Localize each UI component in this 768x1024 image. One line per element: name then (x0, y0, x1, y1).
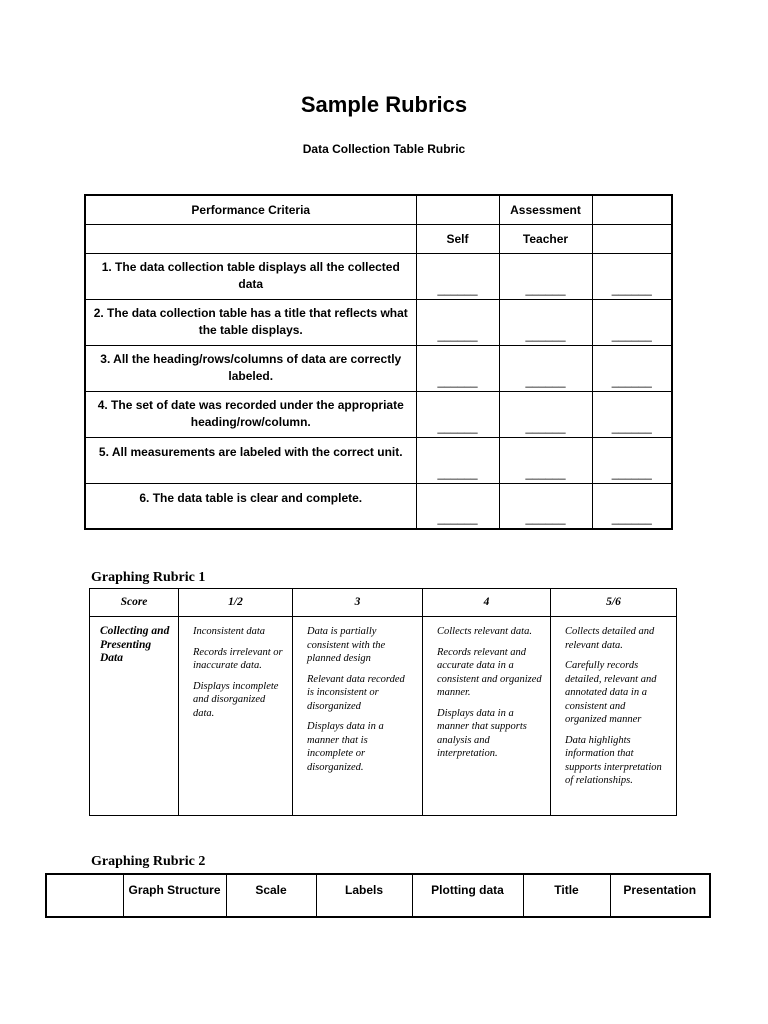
table-subheader-row (85, 224, 672, 253)
descriptor-text: Displays incomplete and disorganized data. (193, 680, 279, 719)
criteria-cell: 6. The data table is clear and complete. (85, 483, 416, 529)
header-title: Title (523, 874, 610, 917)
extra-score-blank: ______ (592, 437, 672, 483)
score-4-cell (423, 617, 551, 816)
graphing-rubric-1-heading: Graphing Rubric 1 (91, 570, 206, 585)
header-score-1-2: 1/2 (179, 589, 293, 617)
criteria-cell: 5. All measurements are labeled with the correct unit. (85, 437, 416, 483)
teacher-score-blank: ______ (499, 437, 592, 483)
self-score-blank: ______ (416, 437, 499, 483)
teacher-score-blank: ______ (499, 391, 592, 437)
descriptor-text: Records relevant and accurate data in a consistent and organized manner. (437, 646, 542, 698)
teacher-score-blank: ______ (499, 483, 592, 529)
criteria-cell: 2. The data collection table has a title that reflects what the table displays. (85, 299, 416, 345)
extra-score-blank: ______ (592, 253, 672, 299)
table-header-row (46, 874, 710, 917)
empty-cell (592, 224, 672, 253)
header-self: Self (416, 224, 499, 253)
header-score-5-6: 5/6 (551, 589, 677, 617)
descriptor-text: Inconsistent data (193, 626, 266, 637)
graphing-rubric-2-table (45, 873, 711, 918)
row-label: Collecting and Presenting Data (90, 617, 179, 816)
header-labels: Labels (316, 874, 412, 917)
table-row (85, 345, 672, 391)
extra-score-blank: ______ (592, 299, 672, 345)
descriptor-text: Carefully records detailed, relevant and annotated data in a consistent and organized manner (565, 660, 657, 725)
teacher-score-blank: ______ (499, 299, 592, 345)
table-header-row (85, 195, 672, 224)
teacher-score-blank: ______ (499, 345, 592, 391)
descriptor-text: Collects detailed and relevant data. (565, 626, 655, 651)
header-score: Score (90, 589, 179, 617)
empty-cell (85, 224, 416, 253)
table-row (85, 437, 672, 483)
descriptor-text: Data is partially consistent with the planned design (307, 626, 386, 664)
empty-cell (416, 195, 499, 224)
teacher-score-blank: ______ (499, 253, 592, 299)
descriptor-text: Collects relevant data. (437, 626, 532, 637)
header-score-3: 3 (293, 589, 423, 617)
descriptor-text: Displays data in a manner that supports analysis and interpretation. (437, 707, 527, 759)
extra-score-blank: ______ (592, 345, 672, 391)
empty-cell (46, 874, 123, 917)
self-score-blank: ______ (416, 345, 499, 391)
table-row (85, 253, 672, 299)
header-graph-structure: Graph Structure (123, 874, 226, 917)
criteria-cell: 4. The set of date was recorded under the appropriate heading/row/column. (85, 391, 416, 437)
page-title: Sample Rubrics (300, 92, 468, 117)
header-presentation: Presentation (610, 874, 710, 917)
extra-score-blank: ______ (592, 483, 672, 529)
criteria-cell: 1. The data collection table displays all the collected data (85, 253, 416, 299)
data-collection-rubric-table (84, 194, 673, 530)
table-row (90, 617, 677, 816)
descriptor-text: Records irrelevant or inaccurate data. (193, 646, 283, 671)
self-score-blank: ______ (416, 391, 499, 437)
header-scale: Scale (226, 874, 316, 917)
criteria-cell: 3. All the heading/rows/columns of data are correctly labeled. (85, 345, 416, 391)
descriptor-text: Displays data in a manner that is incomplete or disorganized. (307, 721, 384, 773)
page-subtitle: Data Collection Table Rubric (302, 142, 466, 156)
table-header-row (90, 589, 677, 617)
self-score-blank: ______ (416, 483, 499, 529)
descriptor-text: Relevant data recorded is inconsistent or disorganized (307, 673, 405, 712)
table-row (85, 483, 672, 529)
empty-cell (592, 195, 672, 224)
self-score-blank: ______ (416, 253, 499, 299)
self-score-blank: ______ (416, 299, 499, 345)
descriptor-text: Data highlights information that supports interpretation of relationships. (565, 734, 662, 786)
header-score-4: 4 (423, 589, 551, 617)
table-row (85, 391, 672, 437)
graphing-rubric-2-heading: Graphing Rubric 2 (91, 854, 206, 869)
score-1-2-cell (179, 617, 293, 816)
graphing-rubric-1-table (89, 588, 677, 816)
score-5-6-cell (551, 617, 677, 816)
header-performance-criteria: Performance Criteria (85, 195, 416, 224)
header-assessment: Assessment (499, 195, 592, 224)
table-row (85, 299, 672, 345)
extra-score-blank: ______ (592, 391, 672, 437)
score-3-cell (293, 617, 423, 816)
header-teacher: Teacher (499, 224, 592, 253)
header-plotting-data: Plotting data (412, 874, 523, 917)
